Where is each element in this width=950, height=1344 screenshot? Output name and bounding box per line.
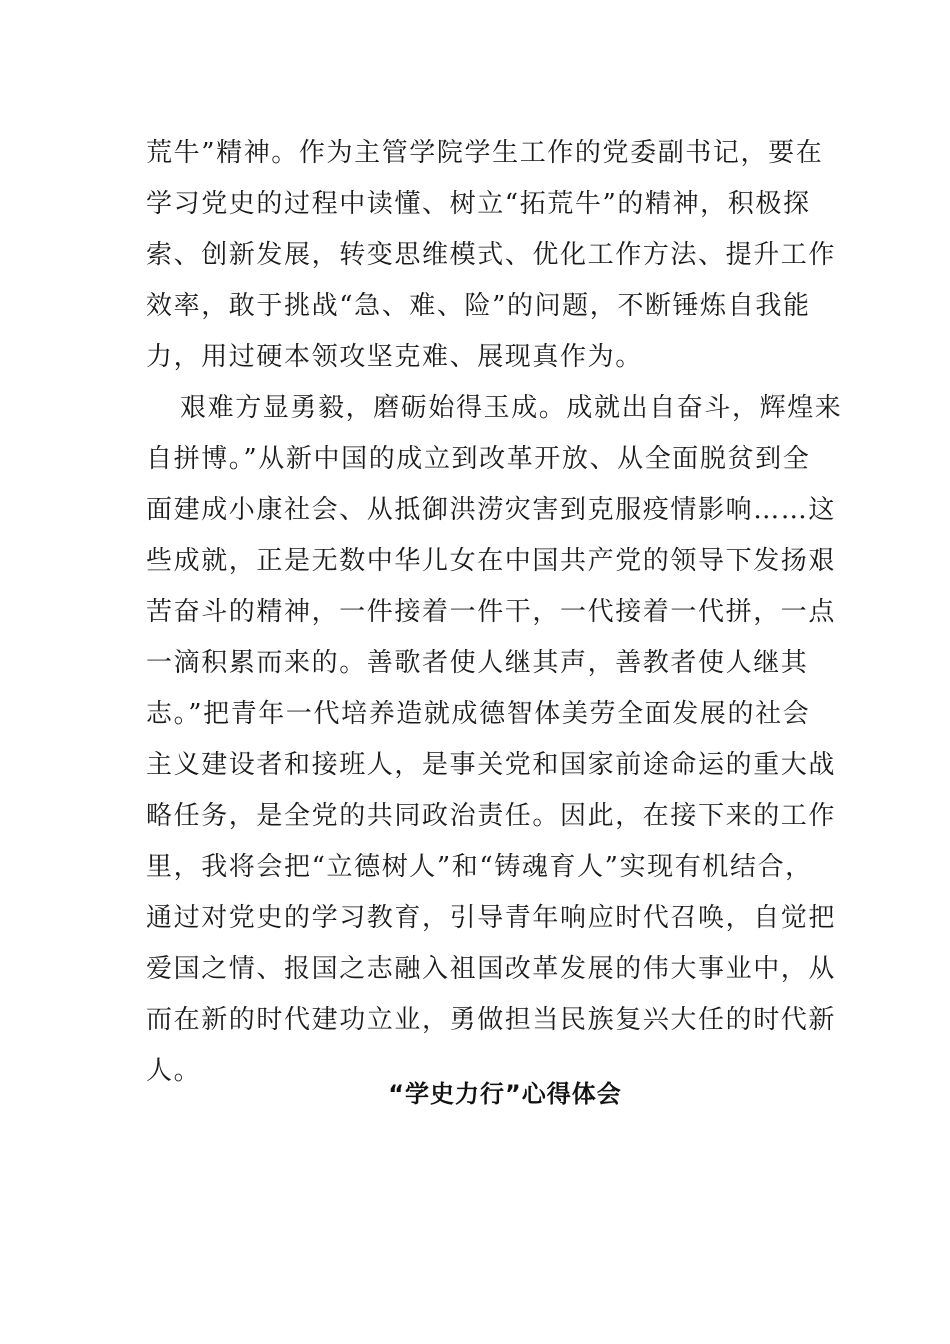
text-line: 通过对党史的学习教育，引导青年响应时代召唤，自觉把 bbox=[146, 903, 837, 933]
text-line: 学习党史的过程中读懂、树立“拓荒牛”的精神，积极探 bbox=[146, 189, 811, 219]
text-line: 苦奋斗的精神，一件接着一件干，一代接着一代拼，一点 bbox=[146, 597, 837, 627]
text-line: 力，用过硬本领攻坚克难、展现真作为。 bbox=[146, 342, 643, 372]
text-line: 面建成小康社会、从抵御洪涝灾害到克服疫情影响……这 bbox=[146, 495, 837, 525]
text-line: 荒牛”精神。作为主管学院学生工作的党委副书记，要在 bbox=[146, 138, 824, 168]
body-text bbox=[146, 128, 843, 1097]
text-line: 而在新的时代建功立业，勇做担当民族复兴大任的时代新 bbox=[146, 1005, 837, 1035]
text-line: 艰难方显勇毅，磨砺始得玉成。成就出自奋斗，辉煌来 bbox=[180, 393, 843, 423]
text-line: 索、创新发展，转变思维模式、优化工作方法、提升工作 bbox=[146, 240, 837, 270]
text-line: 略任务，是全党的共同政治责任。因此，在接下来的工作 bbox=[146, 801, 837, 831]
text-line: 主义建设者和接班人，是事关党和国家前途命运的重大战 bbox=[146, 750, 837, 780]
section-heading: “学史力行”心得体会 bbox=[388, 1080, 622, 1108]
text-line: 志。”把青年一代培养造就成德智体美劳全面发展的社会 bbox=[146, 699, 811, 729]
text-line: 效率，敢于挑战“急、难、险”的问题，不断锤炼自我能 bbox=[146, 291, 811, 321]
text-line: 自拼博。”从新中国的成立到改革开放、从全面脱贫到全 bbox=[146, 444, 811, 474]
text-line: 人。 bbox=[146, 1056, 202, 1086]
text-line: 一滴积累而来的。善歌者使人继其声，善教者使人继其 bbox=[146, 648, 809, 678]
paragraph-1 bbox=[146, 128, 837, 383]
text-line: 里，我将会把“立德树人”和“铸魂育人”实现有机结合， bbox=[146, 852, 813, 882]
text-line: 爱国之情、报国之志融入祖国改革发展的伟大事业中，从 bbox=[146, 954, 837, 984]
paragraph-2 bbox=[146, 383, 843, 1097]
text-line: 些成就，正是无数中华儿女在中国共产党的领导下发扬艰 bbox=[146, 546, 837, 576]
